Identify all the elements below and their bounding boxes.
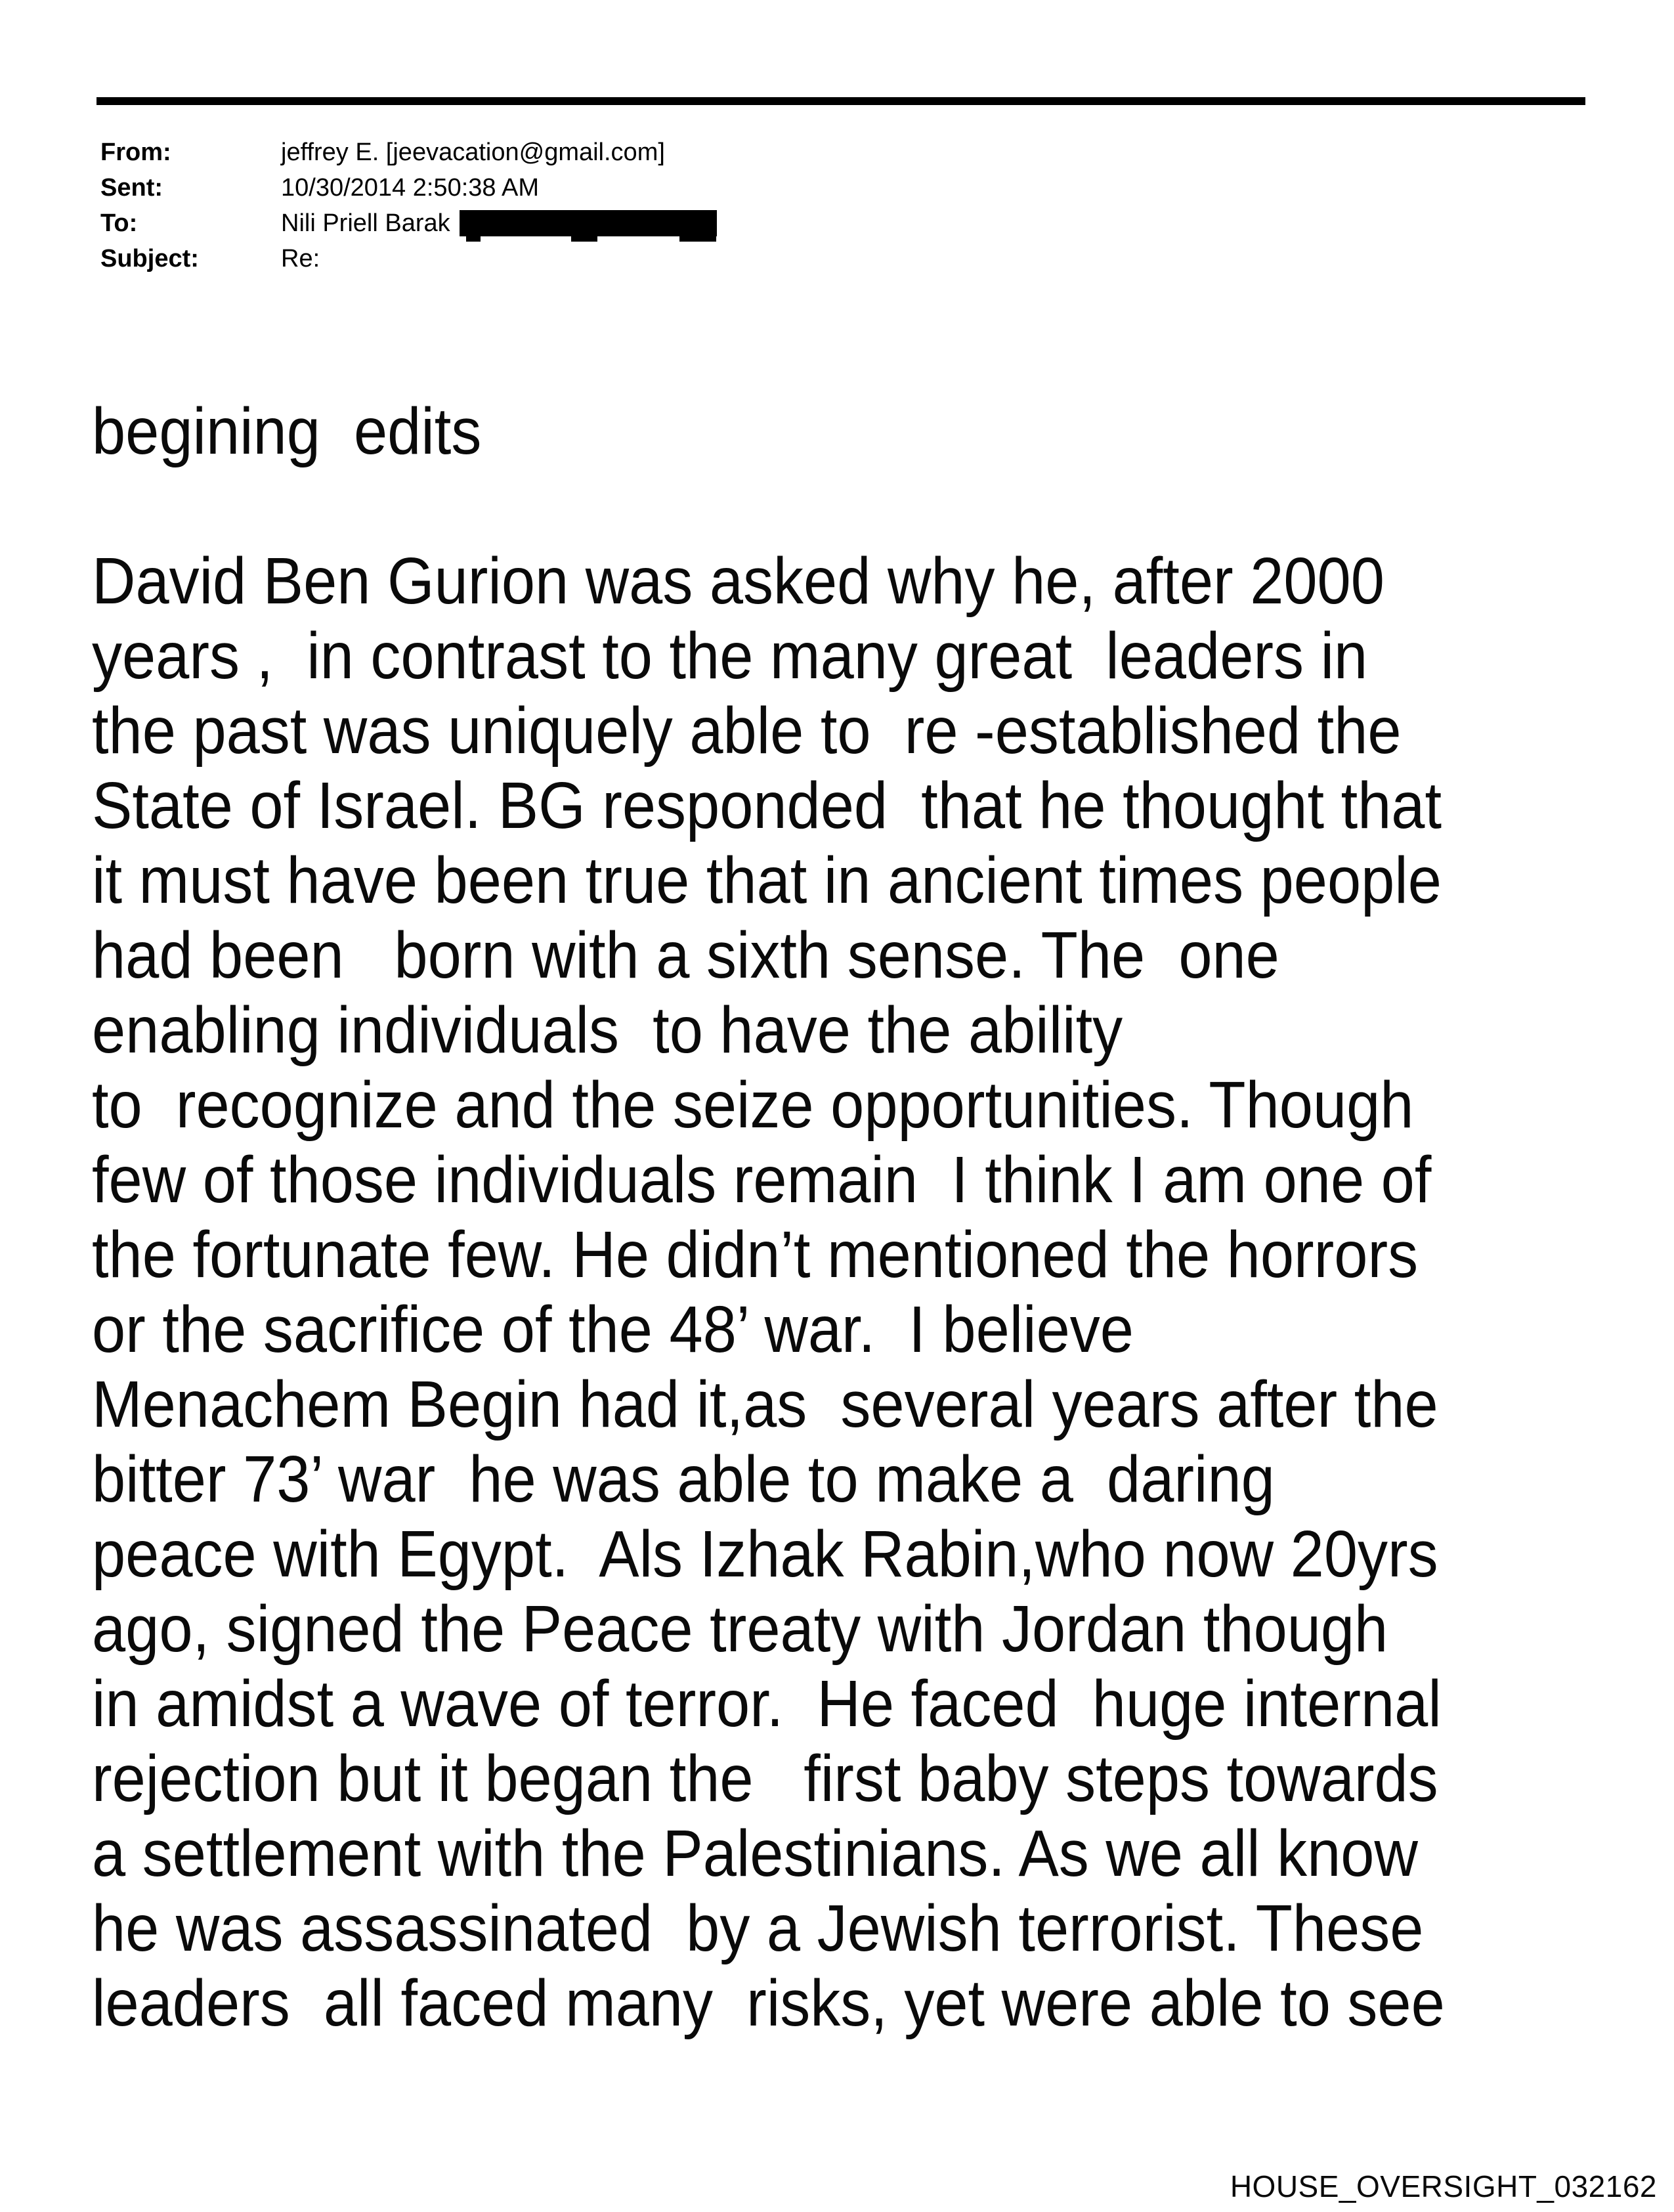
body-line: it must have been true that in ancient times people (92, 844, 1442, 917)
redaction-artifact (466, 236, 481, 242)
body-line: leaders all faced many risks, yet were able to see (92, 1966, 1445, 2040)
email-body-text (92, 394, 1445, 2041)
body-heading: begining edits (92, 395, 482, 468)
header-row-subject (100, 241, 717, 276)
body-line: to recognize and the seize opportunities. Though (92, 1068, 1414, 1142)
header-row-from (100, 135, 717, 170)
redaction-artifact (679, 236, 716, 242)
body-line: State of Israel. BG responded that he thought that (92, 769, 1442, 842)
redaction-bar-icon (460, 210, 717, 236)
from-label: From: (100, 139, 171, 166)
header-row-sent (100, 170, 717, 206)
sent-value: 10/30/2014 2:50:38 AM (281, 174, 539, 202)
header-divider-rule (97, 97, 1585, 105)
body-line: rejection but it began the first baby steps towards (92, 1742, 1438, 1815)
body-line: in amidst a wave of terror. He faced huge internal (92, 1667, 1442, 1741)
body-line: had been born with a sixth sense. The one (92, 919, 1279, 992)
body-line: a settlement with the Palestinians. As we all know (92, 1817, 1418, 1890)
body-line: or the sacrifice of the 48’ war. I believe (92, 1293, 1134, 1366)
header-row-to (100, 206, 717, 241)
body-line: the past was uniquely able to re -established the (92, 694, 1402, 768)
subject-label: Subject: (100, 245, 199, 272)
body-line: years , in contrast to the many great leaders in (92, 619, 1368, 693)
email-header-block (100, 135, 717, 276)
to-label: To: (100, 209, 138, 237)
body-line: he was assassinated by a Jewish terrorist. These (92, 1892, 1424, 1965)
from-value: jeffrey E. [jeevacation@gmail.com] (281, 139, 665, 166)
blank-line (92, 469, 1445, 544)
body-line: peace with Egypt. Als Izhak Rabin,who now 20yrs (92, 1517, 1438, 1591)
subject-value: Re: (281, 245, 320, 272)
redaction-artifact (571, 236, 597, 242)
to-value: Nili Priell Barak (281, 209, 450, 237)
body-line: few of those individuals remain I think I am one of (92, 1143, 1432, 1217)
body-line: the fortunate few. He didn’t mentioned the horrors (92, 1218, 1419, 1291)
sent-label: Sent: (100, 174, 163, 202)
body-line: Menachem Begin had it,as several years after the (92, 1368, 1438, 1441)
body-line: ago, signed the Peace treaty with Jordan though (92, 1592, 1388, 1666)
body-line: bitter 73’ war he was able to make a daring (92, 1442, 1275, 1516)
body-line: enabling individuals to have the ability (92, 993, 1123, 1067)
body-line: David Ben Gurion was asked why he, after 2000 (92, 544, 1384, 618)
bates-number: HOUSE_OVERSIGHT_032162 (1230, 2169, 1657, 2203)
